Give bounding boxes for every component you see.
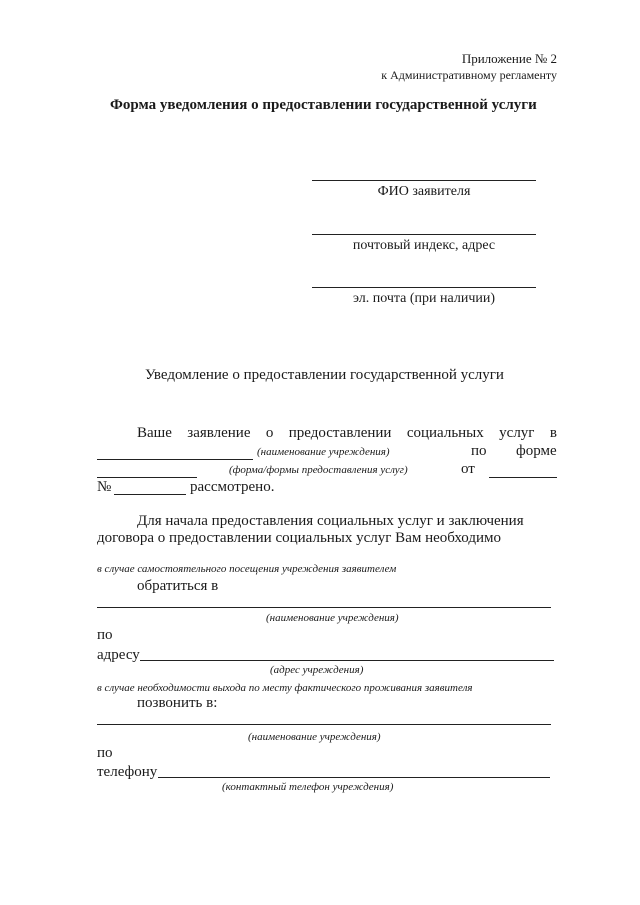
form-blank — [97, 477, 197, 478]
p1-forme: форме — [516, 443, 557, 459]
p1-word: предоставлении — [288, 425, 392, 441]
option2-institution-hint: (наименование учреждения) — [248, 731, 381, 743]
p1-word: заявление — [187, 425, 251, 441]
p1-word: Ваше — [137, 425, 172, 441]
p2-line1: Для начала предоставления социальных услуг и заключения — [137, 513, 524, 529]
p1-ot: от — [461, 461, 475, 477]
option1-institution-line — [97, 607, 551, 608]
option2-phone-hint: (контактный телефон учреждения) — [222, 781, 394, 793]
number-blank — [114, 494, 186, 495]
p1-po: по — [471, 443, 487, 459]
option2-action: позвонить в: — [137, 695, 218, 711]
institution-hint: (наименование учреждения) — [257, 446, 390, 458]
date-blank — [489, 477, 557, 478]
email-line — [312, 287, 536, 288]
appendix-number: Приложение № 2 — [461, 51, 557, 66]
option1-address-hint: (адрес учреждения) — [270, 664, 364, 676]
appendix-regulation: к Административному регламенту — [381, 68, 557, 82]
fio-label: ФИО заявителя — [377, 184, 471, 199]
option1-address-label: адресу — [97, 647, 140, 663]
option2-case: в случае необходимости выхода по месту фактического проживания заявителя — [97, 682, 473, 694]
option2-phone-line — [158, 777, 550, 778]
option1-institution-hint: (наименование учреждения) — [266, 612, 399, 624]
option1-address-line — [140, 660, 554, 661]
p2-line2: договора о предоставлении социальных услуг Вам необходимо — [97, 530, 501, 546]
p1-no: № — [97, 479, 112, 495]
email-label: эл. почта (при наличии) — [352, 291, 496, 306]
option2-phone-label: телефону — [97, 764, 158, 780]
option1-action: обратиться в — [137, 578, 219, 594]
p1-word: услуг — [499, 425, 535, 441]
institution-blank — [97, 459, 253, 460]
p1-word: о — [265, 425, 274, 441]
option2-institution-line — [97, 724, 551, 725]
p1-line1 — [137, 425, 557, 442]
address-label: почтовый индекс, адрес — [352, 238, 496, 253]
document-title: Форма уведомления о предоставлении государственной услуги — [110, 97, 537, 113]
option1-po: по — [97, 627, 113, 643]
p1-reviewed: рассмотрено. — [190, 479, 275, 495]
form-hint: (форма/формы предоставления услуг) — [229, 464, 408, 476]
option1-case: в случае самостоятельного посещения учреждения заявителем — [97, 563, 397, 575]
notice-heading: Уведомление о предоставлении государственной услуги — [145, 367, 504, 383]
p1-word: в — [549, 425, 557, 441]
address-line — [312, 234, 536, 235]
fio-line — [312, 180, 536, 181]
option2-po: по — [97, 745, 113, 761]
p1-word: социальных — [406, 425, 484, 441]
